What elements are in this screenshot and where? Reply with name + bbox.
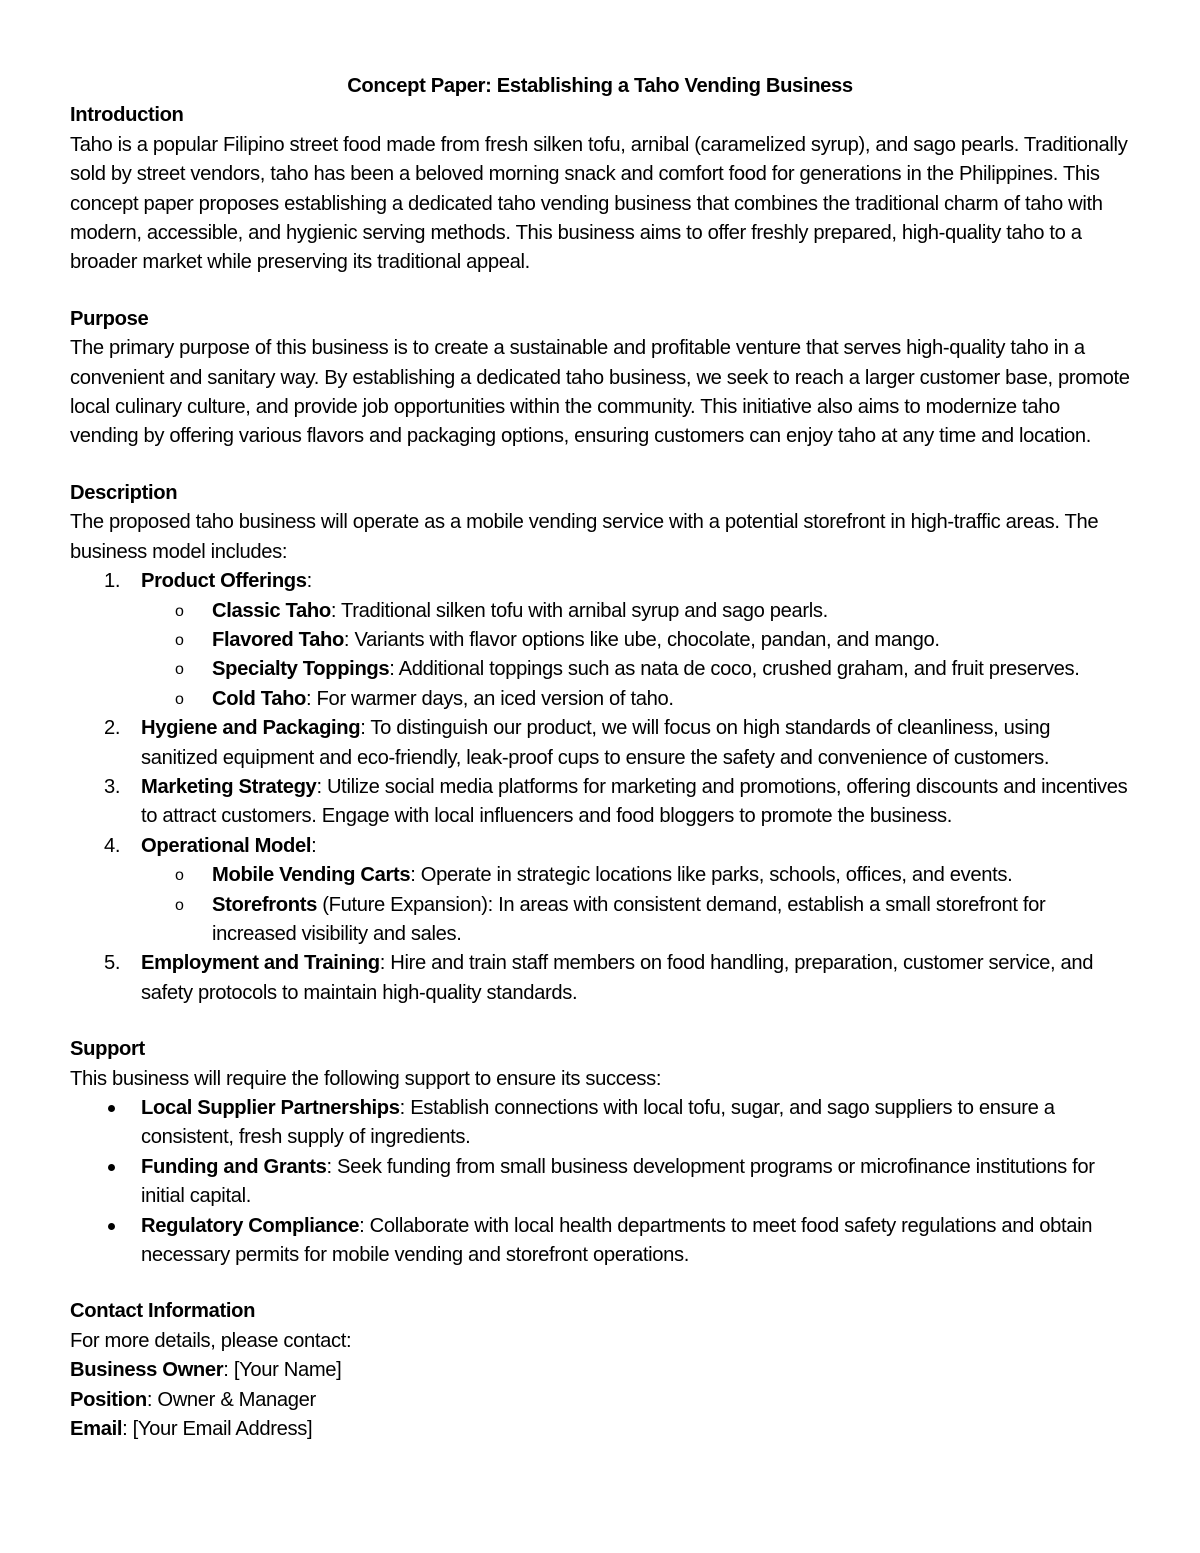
list-number: 4. <box>104 834 121 857</box>
sub-item-label: Classic Taho <box>212 599 331 622</box>
circle-bullet-icon: o <box>175 690 184 708</box>
bullet-item <box>70 1153 1130 1212</box>
item-label: Hygiene and Packaging <box>141 717 361 740</box>
introduction-text: Taho is a popular Filipino street food made from fresh silken tofu, arnibal (caramelized syrup), and sago pearls. Traditionally sold by street vendors, taho has been a beloved morning snack and comfort food for generations in the Philippines. This concept paper proposes establishing a dedicated taho vending business that combines the traditional charm of taho with modern, accessible, and hygienic serving methods. This business aims to offer freshly prepared, high-quality taho to a broader market while preserving its traditional appeal. <box>70 133 1128 274</box>
sub-item-text: (Future Expansion): In areas with consistent demand, establish a small storefront for increased visibility and sales. <box>212 893 1046 945</box>
list-number: 3. <box>104 775 121 798</box>
sub-list-item <box>141 685 1130 714</box>
list-item <box>70 832 1130 950</box>
sub-item-text: : Traditional silken tofu with arnibal syrup and sago pearls. <box>330 599 828 622</box>
contact-intro: For more details, please contact: <box>70 1329 352 1352</box>
sub-list <box>141 597 1130 715</box>
bullet-label: Regulatory Compliance <box>141 1214 360 1237</box>
sub-list-item <box>141 655 1130 684</box>
purpose-heading: Purpose <box>70 307 149 330</box>
circle-bullet-icon: o <box>175 602 184 620</box>
introduction-section <box>70 101 1130 277</box>
item-text: : Utilize social media platforms for marketing and promotions, offering discounts and incentives to attract customers. Engage with local influencers and food bloggers to promote the business. <box>141 775 1128 828</box>
email-label: Email <box>70 1418 123 1441</box>
contact-heading: Contact Information <box>70 1300 256 1323</box>
position-value: : Owner & Manager <box>146 1388 316 1411</box>
support-section <box>70 1035 1130 1270</box>
business-model-list <box>70 567 1130 1008</box>
document-title: Concept Paper: Establishing a Taho Vending Business <box>347 75 853 97</box>
bullet-dot-icon <box>108 1105 115 1112</box>
sub-item-label: Flavored Taho <box>212 628 344 651</box>
sub-item-text: : Additional toppings such as nata de coco, crushed graham, and fruit preserves. <box>389 658 1080 681</box>
bullet-text: : Collaborate with local health departments to meet food safety regulations and obtain necessary permits for mobile vending and storefront operations. <box>141 1214 1093 1267</box>
bullet-label: Local Supplier Partnerships <box>141 1097 400 1119</box>
bullet-dot-icon <box>108 1164 115 1171</box>
circle-bullet-icon: o <box>175 631 184 649</box>
bullet-label: Funding and Grants <box>141 1155 327 1178</box>
list-item <box>70 714 1130 773</box>
item-label: Operational Model <box>141 834 312 857</box>
email-value: : [Your Email Address] <box>122 1418 313 1441</box>
bullet-text: : Seek funding from small business development programs or microfinance institutions for initial capital. <box>141 1155 1095 1208</box>
sub-list-item <box>141 891 1130 950</box>
description-heading: Description <box>70 481 178 504</box>
sub-item-label: Specialty Toppings <box>212 658 390 681</box>
circle-bullet-icon: o <box>175 867 184 885</box>
list-item <box>70 567 1130 714</box>
item-text: : <box>306 570 312 593</box>
introduction-heading: Introduction <box>70 104 184 127</box>
list-number: 1. <box>104 570 121 593</box>
circle-bullet-icon: o <box>175 661 184 679</box>
bullet-text: : Establish connections with local tofu, sugar, and sago suppliers to ensure a consistent, fresh supply of ingredients. <box>141 1097 1055 1149</box>
sub-item-text: : For warmer days, an iced version of taho. <box>306 687 674 710</box>
list-item <box>70 773 1130 832</box>
item-label: Marketing Strategy <box>141 775 317 798</box>
bullet-item <box>70 1094 1130 1153</box>
sub-item-label: Mobile Vending Carts <box>212 864 411 887</box>
contact-section <box>70 1297 1130 1444</box>
support-list <box>70 1094 1130 1270</box>
list-item <box>70 949 1130 1008</box>
bullet-dot-icon <box>108 1223 115 1230</box>
item-text: : To distinguish our product, we will focus on high standards of cleanliness, using sanitized equipment and eco-friendly, leak-proof cups to ensure the safety and convenience of customers. <box>141 717 1051 769</box>
sub-list-item <box>141 626 1130 655</box>
item-label: Product Offerings <box>141 570 307 593</box>
contact-position <box>70 1386 1130 1415</box>
sub-item-label: Storefronts <box>212 893 317 916</box>
owner-value: : [Your Name] <box>223 1359 342 1382</box>
owner-label: Business Owner <box>70 1359 224 1382</box>
contact-owner <box>70 1356 1130 1385</box>
contact-email <box>70 1415 1130 1444</box>
sub-item-text: : Operate in strategic locations like parks, schools, offices, and events. <box>410 864 1013 887</box>
sub-list-item <box>141 861 1130 890</box>
list-number: 5. <box>104 952 121 975</box>
bullet-item <box>70 1212 1130 1271</box>
item-label: Employment and Training <box>141 952 380 975</box>
item-text: : <box>311 834 317 857</box>
support-heading: Support <box>70 1038 145 1061</box>
sub-list <box>141 861 1130 949</box>
item-text: : Hire and train staff members on food handling, preparation, customer service, and safety protocols to maintain high-quality standards. <box>141 952 1094 1004</box>
description-intro: The proposed taho business will operate as a mobile vending service with a potential storefront in high-traffic areas. The business model includes: <box>70 511 1099 563</box>
purpose-text: The primary purpose of this business is to create a sustainable and profitable venture that serves high-quality taho in a convenient and sanitary way. By establishing a dedicated taho business, we seek to reach a larger customer base, promote local culinary culture, and provide job opportunities within the community. This initiative also aims to modernize taho vending by offering various flavors and packaging options, ensuring customers can enjoy taho at any time and location. <box>70 337 1130 448</box>
list-number: 2. <box>104 717 121 740</box>
sub-item-label: Cold Taho <box>212 687 307 710</box>
circle-bullet-icon: o <box>175 896 184 914</box>
sub-list-item <box>141 597 1130 626</box>
description-section <box>70 479 1130 1008</box>
position-label: Position <box>70 1388 147 1411</box>
support-intro: This business will require the following support to ensure its success: <box>70 1067 662 1090</box>
sub-item-text: : Variants with flavor options like ube, chocolate, pandan, and mango. <box>343 628 940 651</box>
purpose-section <box>70 305 1130 452</box>
